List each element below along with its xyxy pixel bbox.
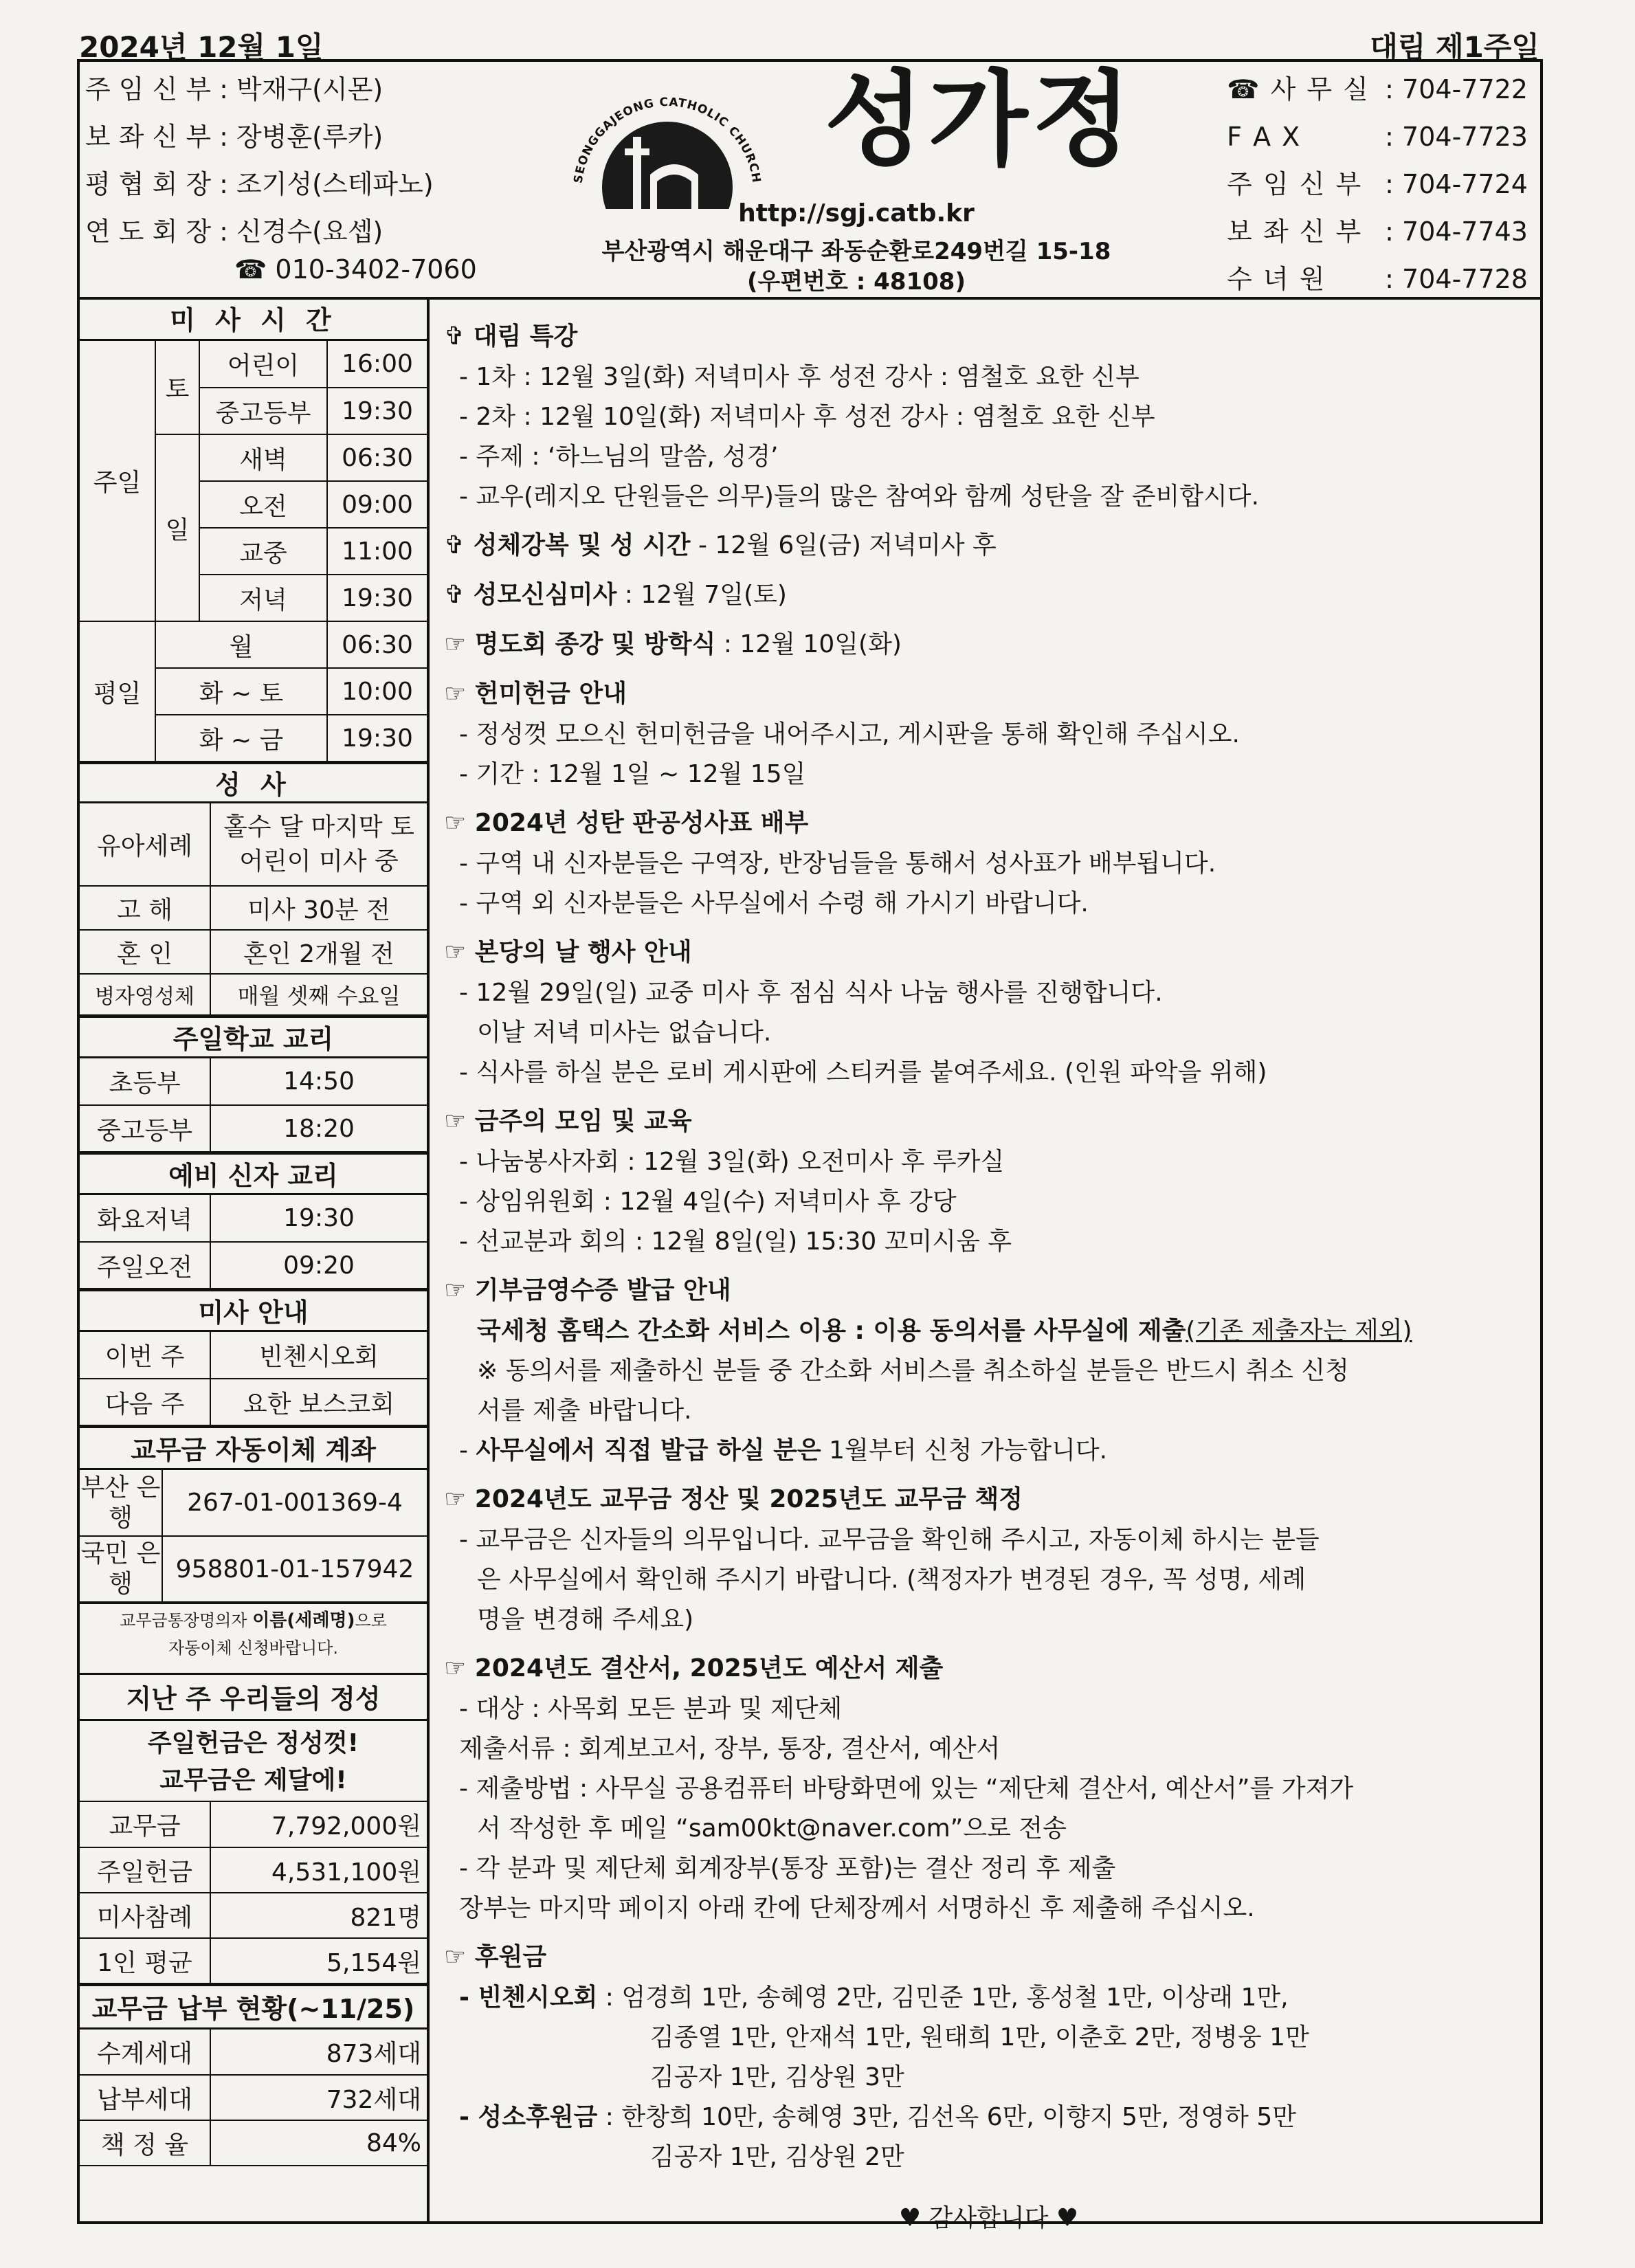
bank-accounts-table bbox=[80, 1470, 427, 1603]
mass-time: 19:30 bbox=[327, 388, 427, 434]
sunday-day-label: 일 bbox=[155, 434, 199, 621]
sidebar bbox=[80, 300, 427, 2166]
staff-list bbox=[85, 66, 553, 256]
notice-line: - 사무실에서 직접 발급 하실 분은 1월부터 신청 가능합니다. bbox=[459, 1436, 1108, 1465]
sacrament-info: 홀수 달 마지막 토 어린이 미사 중 bbox=[210, 803, 427, 886]
parish-zip: (우편번호 : 48108) bbox=[746, 268, 966, 296]
parish-url[interactable]: http://sgj.catb.kr bbox=[738, 199, 975, 227]
notice-title: ✞ 대림 특강 bbox=[444, 322, 578, 351]
notice-line: - 나눔봉사자회 : 12월 3일(화) 오전미사 후 루카실 bbox=[459, 1148, 1005, 1176]
notices bbox=[444, 316, 1533, 2239]
offering-label: 미사참례 bbox=[80, 1893, 210, 1938]
mass-time: 19:30 bbox=[327, 715, 427, 761]
mass-time: 10:00 bbox=[327, 668, 427, 715]
staff-row: 연 도 회 장 : 신경수(요셉) bbox=[85, 216, 383, 247]
status-value: 732세대 bbox=[210, 2075, 427, 2120]
notice-line: 김공자 1만, 김상원 3만 bbox=[650, 2063, 904, 2091]
notice-donations bbox=[444, 1937, 1533, 2177]
guide-week: 다음 주 bbox=[80, 1379, 210, 1425]
notice-line: 제출서류 : 회계보고서, 장부, 통장, 결산서, 예산서 bbox=[459, 1735, 1001, 1763]
class-name: 주일오전 bbox=[80, 1242, 210, 1289]
notice-title: ☞ 헌미헌금 안내 bbox=[444, 680, 627, 708]
sunday-school-heading: 주일학교 교리 bbox=[80, 1016, 427, 1058]
sacraments-table bbox=[80, 803, 427, 1016]
notice-line: 서를 제출 바랍니다. bbox=[477, 1397, 692, 1425]
class-time: 19:30 bbox=[210, 1195, 427, 1242]
offering-value: 821명 bbox=[210, 1893, 427, 1938]
offering-value: 5,154원 bbox=[210, 1938, 427, 1983]
class-time: 14:50 bbox=[210, 1058, 427, 1105]
notice-rice-offering bbox=[444, 674, 1533, 794]
bank-name: 부산 은행 bbox=[80, 1470, 162, 1536]
catechumen-table bbox=[80, 1195, 427, 1289]
notice-line: - 정성껏 모으신 헌미헌금을 내어주시고, 게시판을 통해 확인해 주십시오. bbox=[459, 720, 1240, 748]
notice-donation-receipt bbox=[444, 1270, 1533, 1471]
status-label: 수계세대 bbox=[80, 2030, 210, 2075]
column-divider bbox=[427, 297, 430, 2221]
mass-name: 어린이 bbox=[199, 341, 327, 388]
svg-text:SEONGGAJEONG CATHOLIC CHURCH: SEONGGAJEONG CATHOLIC CHURCH bbox=[571, 95, 764, 184]
notice-adoration: ✞ 성체강복 및 성 시간 - 12월 6일(금) 저녁미사 후 bbox=[444, 531, 997, 559]
notice-line: 국세청 홈택스 간소화 서비스 이용 : 이용 동의서를 사무실에 제출(기존 제출자는 제외) bbox=[477, 1317, 1412, 1345]
notice-title: ☞ 후원금 bbox=[444, 1943, 547, 1971]
notice-line: - 빈첸시오회 : 엄경희 1만, 송혜영 2만, 김민준 1만, 홍성철 1만, 이상래 1만, bbox=[459, 1983, 1289, 2012]
liturgical-season: 대림 제1주일 bbox=[1370, 30, 1539, 64]
notice-line: - 성소후원금 : 한창희 10만, 송혜영 3만, 김선옥 6만, 이향지 5만, 정영하 5만 bbox=[459, 2103, 1297, 2131]
notice-line: 서 작성한 후 메일 “sam00kt@naver.com”으로 전송 bbox=[477, 1814, 1067, 1843]
dues-status-table bbox=[80, 2030, 427, 2166]
class-time: 09:20 bbox=[210, 1242, 427, 1289]
notice-line: - 구역 외 신자분들은 사무실에서 수령 해 가시기 바랍니다. bbox=[459, 889, 1089, 918]
notice-line: - 구역 내 신자분들은 구역장, 반장님들을 통해서 성사표가 배부됩니다. bbox=[459, 849, 1216, 878]
sacrament-name: 유아세례 bbox=[80, 803, 210, 886]
class-name: 화요저녁 bbox=[80, 1195, 210, 1242]
mass-guide-heading: 미사 안내 bbox=[80, 1289, 427, 1332]
notice-line: ※ 동의서를 제출하신 분들 중 간소화 서비스를 취소하실 분들은 반드시 취소 신청 bbox=[477, 1357, 1349, 1385]
staff-row: 주 임 신 부 : 박재구(시몬) bbox=[85, 74, 383, 104]
staff-row: 보 좌 신 부 : 장병훈(루카) bbox=[85, 122, 383, 152]
offering-heading: 지난 주 우리들의 정성 bbox=[80, 1673, 427, 1721]
notice-line: - 1차 : 12월 3일(화) 저녁미사 후 성전 강사 : 염철호 요한 신부 bbox=[459, 363, 1139, 391]
bank-name: 국민 은행 bbox=[80, 1536, 162, 1602]
mass-name: 화 ~ 토 bbox=[155, 668, 327, 715]
notice-closing: ☞ 명도회 종강 및 방학식 : 12월 10일(화) bbox=[444, 630, 902, 658]
offering-label: 주일헌금 bbox=[80, 1847, 210, 1893]
guide-group: 요한 보스코회 bbox=[210, 1379, 427, 1425]
notice-line: 은 사무실에서 확인해 주시기 바랍니다. (책정자가 변경된 경우, 꼭 성명, 세례 bbox=[477, 1566, 1306, 1594]
notice-parish-day bbox=[444, 932, 1533, 1093]
sunday-label: 주일 bbox=[80, 341, 155, 621]
offering-value: 7,792,000원 bbox=[210, 1802, 427, 1847]
notice-title: ☞ 2024년도 결산서, 2025년도 예산서 제출 bbox=[444, 1654, 944, 1682]
offering-label: 1인 평균 bbox=[80, 1938, 210, 1983]
top-bar bbox=[79, 25, 1539, 64]
notice-title: ☞ 2024년도 교무금 정산 및 2025년도 교무금 책정 bbox=[444, 1485, 1023, 1513]
sacraments-heading: 성 사 bbox=[80, 762, 427, 803]
sacrament-info: 혼인 2개월 전 bbox=[210, 930, 427, 974]
sacrament-info: 매월 셋째 수요일 bbox=[210, 974, 427, 1015]
mass-time: 06:30 bbox=[327, 434, 427, 481]
class-time: 18:20 bbox=[210, 1105, 427, 1152]
status-value: 84% bbox=[210, 2120, 427, 2166]
notice-line: 김공자 1만, 김상원 2만 bbox=[650, 2143, 904, 2171]
catechumen-heading: 예비 신자 교리 bbox=[80, 1153, 427, 1195]
notice-advent-lecture bbox=[444, 316, 1533, 517]
notice-line: 김종열 1만, 안재석 1만, 원태희 1만, 이춘호 2만, 정병웅 1만 bbox=[650, 2023, 1309, 2052]
notice-marian-mass: ✞ 성모신심미사 : 12월 7일(토) bbox=[444, 581, 787, 609]
status-label: 책 정 율 bbox=[80, 2120, 210, 2166]
staff-row: 평 협 회 장 : 조기성(스테파노) bbox=[85, 169, 434, 199]
mass-time: 19:30 bbox=[327, 575, 427, 621]
mass-name: 중고등부 bbox=[199, 388, 327, 434]
sacrament-name: 병자영성체 bbox=[80, 974, 210, 1015]
notice-meetings bbox=[444, 1101, 1533, 1262]
offering-table bbox=[80, 1802, 427, 1984]
offering-value: 4,531,100원 bbox=[210, 1847, 427, 1893]
mass-name: 교중 bbox=[199, 528, 327, 575]
mass-times-table bbox=[80, 341, 427, 762]
weekday-label: 평일 bbox=[80, 621, 155, 761]
contact-row: 수 녀 원 : 704-7728 bbox=[1227, 264, 1528, 294]
notice-line: - 기간 : 12월 1일 ~ 12월 15일 bbox=[459, 760, 806, 788]
notice-line: - 교우(레지오 단원들은 의무)들의 많은 참여와 함께 성탄을 잘 준비합시다. bbox=[459, 482, 1260, 511]
notice-title: ☞ 2024년 성탄 판공성사표 배부 bbox=[444, 809, 809, 837]
notice-title: ☞ 기부금영수증 발급 안내 bbox=[444, 1276, 731, 1304]
mass-name: 월 bbox=[155, 621, 327, 668]
mass-name: 오전 bbox=[199, 481, 327, 528]
notice-line: - 제출방법 : 사무실 공용컴퓨터 바탕화면에 있는 “제단체 결산서, 예산서”를 가져가 bbox=[459, 1775, 1354, 1803]
notice-title: ☞ 본당의 날 행사 안내 bbox=[444, 938, 692, 966]
mass-time: 11:00 bbox=[327, 528, 427, 575]
offering-slogan: 주일헌금은 정성껏! 교무금은 제달에! bbox=[80, 1721, 427, 1802]
dues-status-heading: 교무금 납부 현황(~11/25) bbox=[80, 1984, 427, 2030]
notice-line: 명을 변경해 주세요) bbox=[477, 1605, 694, 1634]
sacrament-info: 미사 30분 전 bbox=[210, 886, 427, 930]
notice-line: - 12월 29일(일) 교중 미사 후 점심 식사 나눔 행사를 진행합니다. bbox=[459, 979, 1163, 1007]
notice-line: - 대상 : 사목회 모든 분과 및 제단체 bbox=[459, 1695, 843, 1723]
mass-time: 16:00 bbox=[327, 341, 427, 388]
contact-row: 주 임 신 부 : 704-7724 bbox=[1227, 169, 1528, 199]
status-value: 873세대 bbox=[210, 2030, 427, 2075]
parish-address: 부산광역시 해운대구 좌동순환로249번길 15-18 bbox=[601, 238, 1111, 265]
notice-christmas-confession bbox=[444, 803, 1533, 924]
notice-line: 장부는 마지막 페이지 아래 칸에 단체장께서 서명하신 후 제출해 주십시오. bbox=[459, 1894, 1255, 1922]
notice-line: - 상임위원회 : 12월 4일(수) 저녁미사 후 강당 bbox=[459, 1188, 957, 1216]
mass-times-heading: 미 사 시 간 bbox=[80, 300, 427, 341]
issue-date: 2024년 12월 1일 bbox=[79, 30, 324, 64]
contact-row: ☎ 사 무 실 : 704-7722 bbox=[1227, 74, 1528, 104]
notice-line: - 식사를 하실 분은 로비 게시판에 스티커를 붙여주세요. (인원 파악을 위해) bbox=[459, 1058, 1267, 1087]
mass-time: 06:30 bbox=[327, 621, 427, 668]
dues-transfer-heading: 교무금 자동이체 계좌 bbox=[80, 1426, 427, 1470]
sacrament-name: 혼 인 bbox=[80, 930, 210, 974]
notice-line: - 주제 : ‘하느님의 말씀, 성경’ bbox=[459, 443, 779, 471]
sunday-school-table bbox=[80, 1058, 427, 1153]
mass-name: 새벽 bbox=[199, 434, 327, 481]
class-name: 중고등부 bbox=[80, 1105, 210, 1152]
notice-line: - 선교분과 회의 : 12월 8일(일) 15:30 꼬미시움 후 bbox=[459, 1227, 1012, 1256]
offering-label: 교무금 bbox=[80, 1802, 210, 1847]
staff-phone: ☎ 010-3402-7060 bbox=[234, 254, 477, 285]
sacrament-name: 고 해 bbox=[80, 886, 210, 930]
notice-budget-submission bbox=[444, 1648, 1533, 1928]
notice-line: 이날 저녁 미사는 없습니다. bbox=[477, 1019, 772, 1047]
contact-list bbox=[1170, 66, 1528, 303]
guide-week: 이번 주 bbox=[80, 1332, 210, 1379]
account-number: 267-01-001369-4 bbox=[162, 1470, 427, 1536]
mass-guide-table bbox=[80, 1332, 427, 1426]
dues-note: 교무금통장명의자 이름(세례명)으로 자동이체 신청바랍니다. bbox=[80, 1603, 427, 1663]
contact-row: 보 좌 신 부 : 704-7743 bbox=[1227, 216, 1528, 247]
mass-name: 저녁 bbox=[199, 575, 327, 621]
notice-line: - 교무금은 신자들의 의무입니다. 교무금을 확인해 주시고, 자동이체 하시는 분들 bbox=[459, 1526, 1320, 1554]
saturday-label: 토 bbox=[155, 341, 199, 434]
mass-name: 화 ~ 금 bbox=[155, 715, 327, 761]
class-name: 초등부 bbox=[80, 1058, 210, 1105]
contact-row: F A X : 704-7723 bbox=[1227, 122, 1528, 152]
guide-group: 빈첸시오회 bbox=[210, 1332, 427, 1379]
bulletin-frame bbox=[77, 59, 1543, 2232]
notice-line: - 2차 : 12월 10일(화) 저녁미사 후 성전 강사 : 염철호 요한 신부 bbox=[459, 403, 1155, 431]
notice-dues-settlement bbox=[444, 1479, 1533, 1640]
notice-title: ☞ 금주의 모임 및 교육 bbox=[444, 1107, 692, 1135]
notice-line: - 각 분과 및 제단체 회계장부(통장 포함)는 결산 정리 후 제출 bbox=[459, 1854, 1116, 1882]
masthead-title: 성가정 bbox=[824, 60, 1136, 180]
status-label: 납부세대 bbox=[80, 2075, 210, 2120]
thanks-message: ♥ 감사합니다 ♥ bbox=[898, 2204, 1079, 2232]
account-number: 958801-01-157942 bbox=[162, 1536, 427, 1602]
mass-time: 09:00 bbox=[327, 481, 427, 528]
